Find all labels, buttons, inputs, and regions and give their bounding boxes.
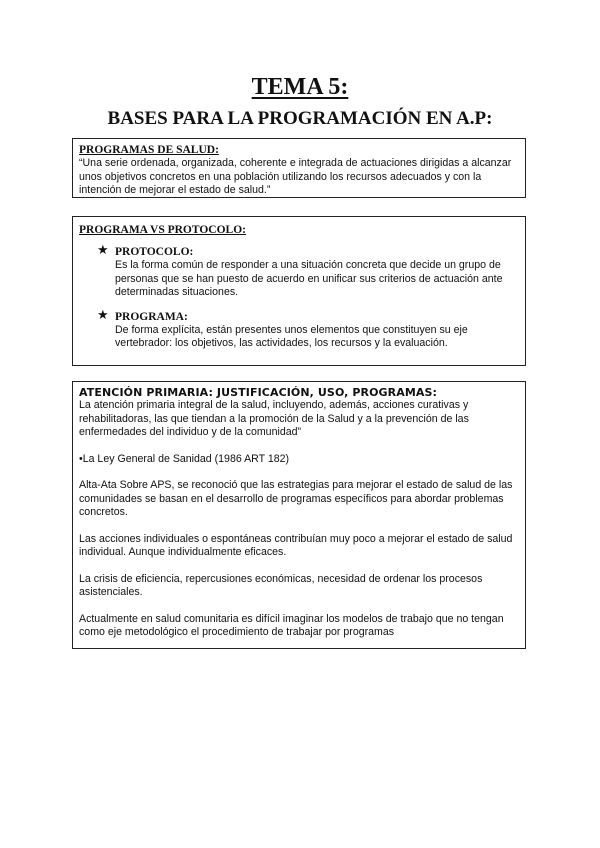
programas-heading: PROGRAMAS DE SALUD:: [79, 144, 219, 156]
star-icon: ★: [97, 243, 109, 258]
star-icon: ★: [97, 307, 109, 323]
protocolo-text: Es la forma común de responder a una situación concreta que decide un grupo de personas que se han puesto de acuerdo en unificar sus criterios de actuación ante determinadas situaciones.: [115, 259, 503, 298]
programa-text: De forma explícita, están presentes unos elementos que constituyen su eje vertebrador: los objetivos, las actividades, los recursos y la evaluación.: [115, 323, 468, 349]
atencion-paragraph: Actualmente en salud comunitaria es difícil imaginar los modelos de trabajo que no tengan como eje metodológico el procedimiento de trabajar por programas: [79, 612, 504, 638]
atencion-paragraph: •La Ley General de Sanidad (1986 ART 182): [79, 452, 290, 465]
protocolo-title: PROTOCOLO:: [115, 246, 194, 258]
atencion-intro: La atención primaria integral de la salud, incluyendo, además, acciones curativas y rehabilitadoras, las que tiendan a la promoción de la Salud y a la prevención de las enfermedades del individuo y de la comunidad”: [79, 399, 469, 438]
atencion-paragraph: Las acciones individuales o espontáneas contribuían muy poco a mejorar el estado de salud individual. Aunque individualmente eficaces.: [79, 532, 513, 558]
atencion-primaria-box: [72, 381, 526, 649]
programa-vs-protocolo-box: [72, 216, 526, 366]
page-title: TEMA 5:: [251, 74, 349, 100]
programas-de-salud-box: [72, 138, 526, 198]
programa-title: PROGRAMA:: [115, 310, 188, 323]
atencion-paragraph: Alta-Ata Sobre APS, se reconoció que las estrategias para mejorar el estado de salud de las comunidades se basan en el desarrollo de programas específicos para abordar problemas concretos.: [79, 479, 513, 518]
protocolo-item: [97, 245, 519, 300]
atencion-heading: ATENCIÓN PRIMARIA: JUSTIFICACIÓN, USO, PROGRAMAS:: [79, 386, 438, 399]
programa-item: [97, 307, 519, 351]
page-subtitle: BASES PARA LA PROGRAMACIÓN EN A.P:: [107, 108, 493, 129]
atencion-paragraph: La crisis de eficiencia, repercusiones económicas, necesidad de ordenar los procesos asistenciales.: [79, 572, 483, 598]
programas-definition: “Una serie ordenada, organizada, coherente e integrada de actuaciones dirigidas a alcanzar unos objetivos concretos en una población utilizando los recursos adecuados y con la intención de mejorar el estado de salud.”: [79, 157, 512, 196]
vs-heading: PROGRAMA VS PROTOCOLO:: [79, 224, 246, 236]
